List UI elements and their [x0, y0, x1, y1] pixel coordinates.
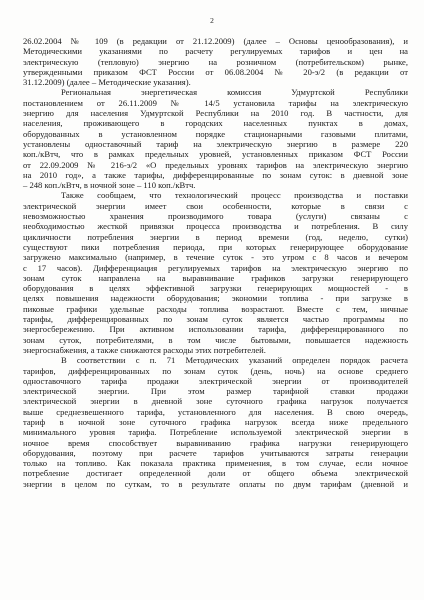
paragraph — [23, 190, 408, 355]
text-line: населения, проживающего в городских населенных пунктах в домах, — [23, 118, 408, 129]
text-line: энергосбережению. При активном использовании тарифа, дифференцированного по — [23, 324, 408, 335]
text-line: энергоснабжения, а также снижаются расходы этих потребителей. — [23, 344, 266, 355]
text-line: целях повышения надежности оборудования; экономии топлива - при загрузке в — [23, 293, 408, 304]
text-line: энергии в целом по суткам, то в результате оплаты по двум тарифам (дневной и — [23, 478, 408, 489]
text-line: тариф в ночной зоне суточного графика нагрузок всегда ниже предельного — [23, 416, 408, 427]
text-line: только на топливо. Как показала практика применения, в том случае, если ночное — [23, 458, 408, 469]
text-line: электрической энергии. При этом размер тарифной ставки продажи — [23, 386, 408, 397]
text-line: Региональная энергетическая комиссия Удмуртской Республики — [61, 87, 408, 98]
text-line: оборудования, поэтому при расчете тарифов учитываются затраты генерации — [23, 447, 408, 458]
text-line: невозможностью хранения производимого товара (услуги) связаны с — [23, 211, 408, 222]
paragraph — [23, 355, 408, 489]
text-line: В соответствии с п. 71 Методических указаний определен порядок расчета — [61, 355, 408, 366]
text-line: электрической энергии имеет свои особенности, которые в связи с — [23, 200, 408, 211]
text-line: тарифов, дифференцированных по зонам суток (день, ночь) на основе среднего — [23, 365, 408, 376]
text-line: пиковые графики удельные расходы топлива возрастают. Вместе с тем, ничные — [23, 303, 408, 314]
text-line: цикличности потребления энергии в период времени (год, неделю, сутки) — [23, 231, 408, 242]
text-line: оборудованных в установленном порядке стационарными газовыми плитами, — [23, 128, 408, 139]
text-line: 26.02.2004 № 109 (в редакции от 21.12.2009) (далее – Основы ценообразования), и — [23, 36, 408, 46]
text-line: одноставочного тарифа продажи электрической энергии от производителей — [23, 375, 408, 386]
document-body — [23, 36, 408, 489]
paragraph — [23, 36, 408, 87]
paragraph — [23, 87, 408, 190]
text-line: Также сообщаем, что технологический процесс производства и поставки — [61, 190, 408, 201]
text-line: утвержденными приказом ФСТ России от 06.08.2004 № 20-э/2 (в редакции от — [23, 66, 408, 77]
text-line: необходимостью жесткой привязки процесса производства и потребления. В силу — [23, 221, 408, 232]
text-line: загружено максимально (например, в течение суток - это утром с 8 часов и вечером — [23, 252, 408, 263]
text-line: существуют пики потребления периода, при которых генерирующее оборудование — [23, 241, 408, 252]
text-line: потребление достигает определенной доли от общего объема электрической — [23, 468, 408, 479]
text-line: – 248 коп./кВтч, в ночной зоне – 110 коп./кВтч. — [23, 180, 196, 191]
text-line: оборудования в целях эффективной загрузки генерирующих мощностей - в — [23, 283, 408, 294]
text-line: от 22.09.2009 № 216-э/2 «О предельных уровнях тарифов на электрическую энергию — [23, 159, 408, 170]
text-line: установлены одноставочный тариф на электрическую энергию в размере 220 — [23, 138, 408, 149]
text-line: тарифы, дифференцированных по зонам суток является частью программы по — [23, 314, 408, 325]
text-line: выше среднезвешенного тарифа, установленного для населения. В свою очередь, — [23, 406, 408, 417]
text-line: энергию для населения Удмуртской Республики на 2010 год. В частности, для — [23, 108, 408, 119]
text-line: на 2010 год», а также тарифы, дифференцированные по зонам суток: в дневной зоне — [23, 169, 408, 180]
text-line: Методическими указаниями по расчету регулируемых тарифов и цен на — [23, 46, 408, 57]
text-line: минимального уровня тарифа. Потребление используемой электрической энергии в — [23, 427, 408, 438]
text-line: 31.12.2009) (далее – Методические указания). — [23, 77, 191, 88]
text-line: постановлением от 26.11.2009 № 14/5 установила тарифы на электрическую — [23, 97, 408, 108]
text-line: с 17 часов). Дифференциация регулируемых тарифов на электрическую энергию по — [23, 262, 408, 273]
text-line: коп./кВтч, что в рамках предельных уровней, установленных приказом ФСТ России — [23, 149, 408, 160]
text-line: электрическую (тепловую) энергию на розничном (потребительском) рынке, — [23, 56, 408, 67]
text-line: ночное время способствует выравниванию графика нагрузки генерирующего — [23, 437, 408, 448]
text-line: электрической энергии в дневной зоне суточного графика нагрузок получается — [23, 396, 408, 407]
page-number: 2 — [210, 16, 214, 25]
text-line: зонам суток направлена на выравнивание графиков загрузки генерирующего — [23, 272, 408, 283]
text-line: зонам суток, потребителями, в том числе бытовыми, повышается надежность — [23, 334, 408, 345]
